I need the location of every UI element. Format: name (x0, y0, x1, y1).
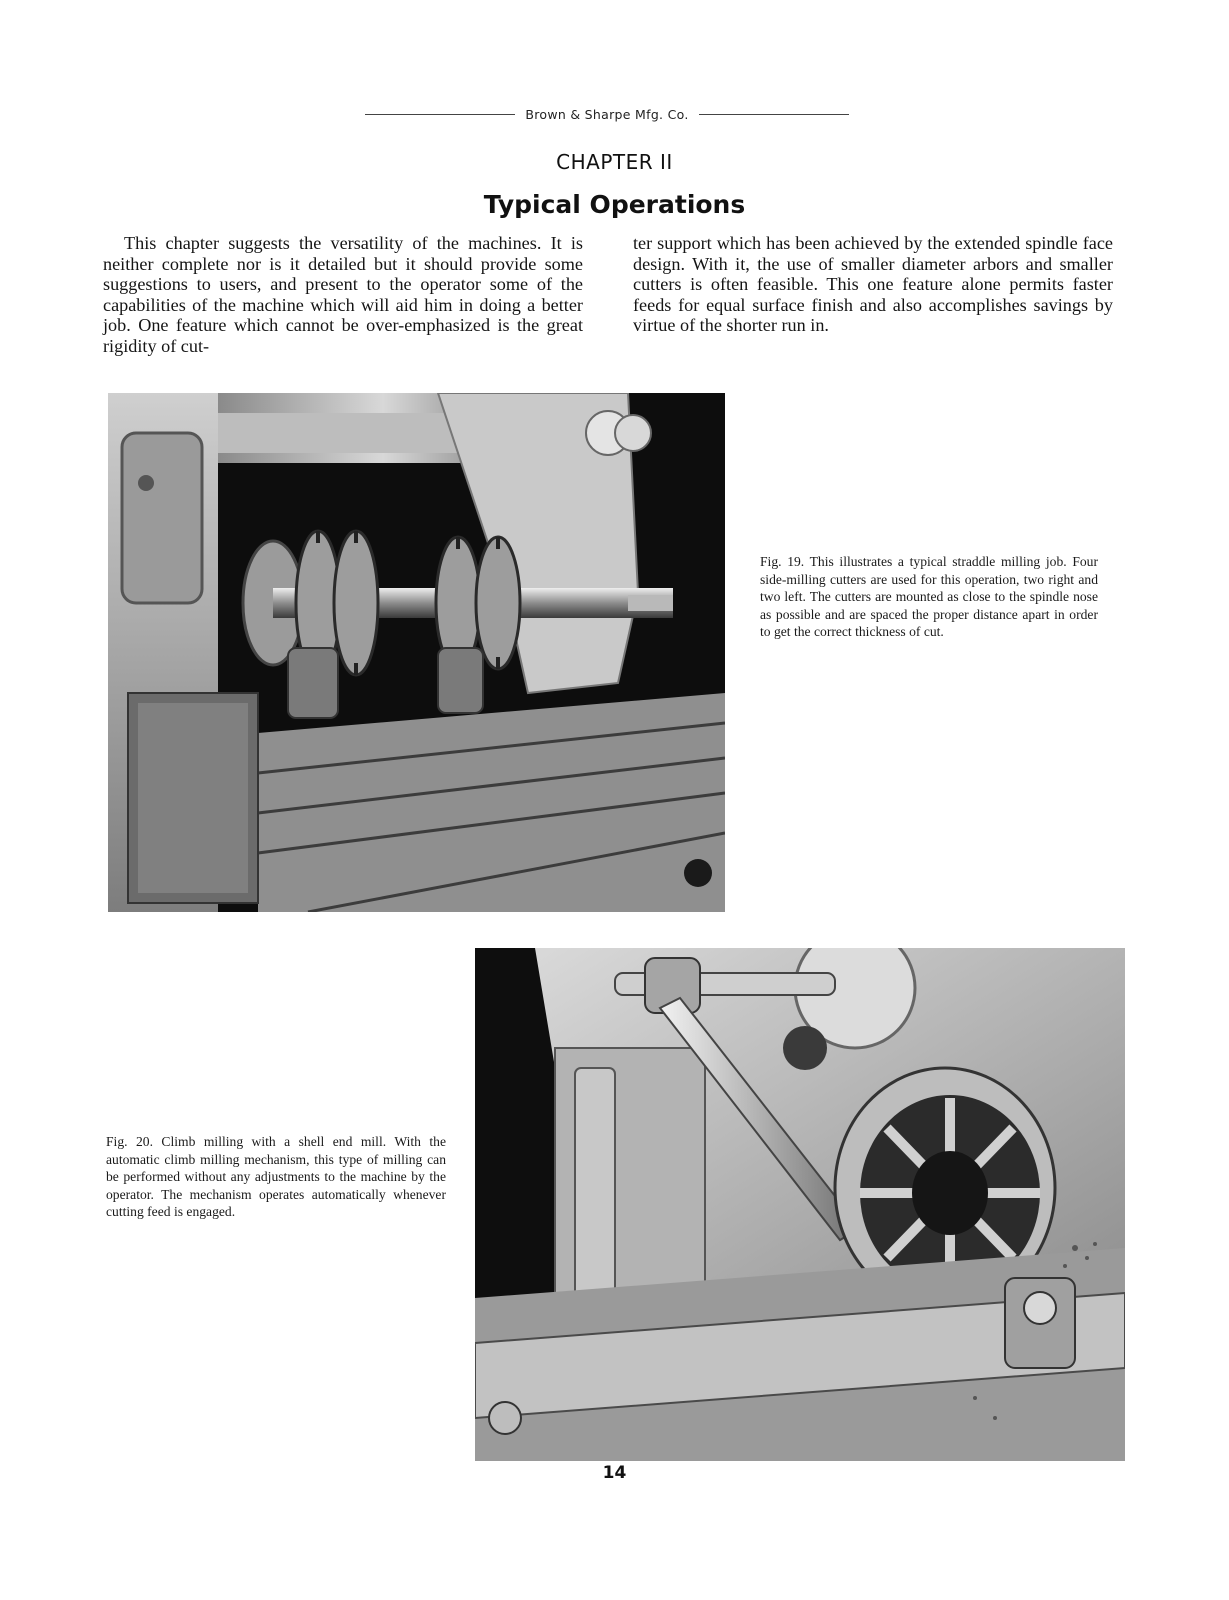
running-head-rule-left (365, 114, 515, 115)
running-head (365, 104, 849, 124)
body-text-left-column: This chapter suggests the versatility of the machines. It is neither complete nor is it detailed but it should provide some suggestions to users, and present to the operator some of the capabilities of the machine which will aid him in doing a better job. One feature which cannot be over-emphasized is the great rigidity of cut- (103, 233, 583, 356)
figure-20-photo (475, 948, 1125, 1461)
body-text-right-column: ter support which has been achieved by the extended spindle face design. With it, the use of smaller diameter arbors and smaller cutters is often feasible. This one feature alone permits faster feeds for equal surface finish and also accomplishes savings by virtue of the shorter run in. (633, 233, 1113, 336)
chapter-label: CHAPTER II (556, 150, 673, 174)
straddle-milling-illustration (108, 393, 725, 912)
running-head-rule-right (699, 114, 849, 115)
running-head-text: Brown & Sharpe Mfg. Co. (525, 106, 689, 122)
figure-19-photo (108, 393, 725, 912)
climb-milling-illustration (475, 948, 1125, 1461)
page-number: 14 (602, 1463, 627, 1483)
figure-20-caption: Fig. 20. Climb milling with a shell end mill. With the automatic climb milling mechanism, this type of milling can be performed without any adjustments to the machine by the operator. The mechanism operates automatically whenever cutting feed is engaged. (106, 1134, 446, 1220)
figure-19-caption: Fig. 19. This illustrates a typical straddle milling job. Four side-milling cutters are used for this operation, two right and two left. The cutters are mounted as close to the spindle nose as possible and are spaced the proper distance apart in order to get the correct thickness of cut. (760, 554, 1098, 640)
chapter-title: Typical Operations (483, 190, 746, 219)
